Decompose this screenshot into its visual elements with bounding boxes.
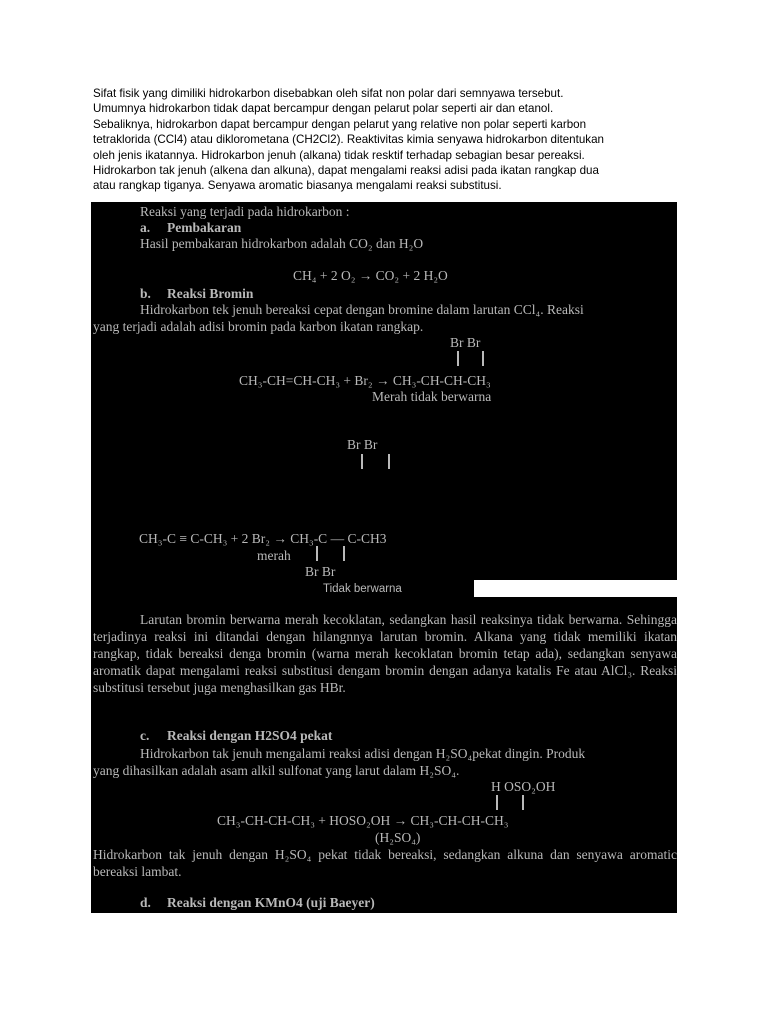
- scanned-block-reactions: [91, 202, 677, 580]
- scanned-block-reactions-continued: [91, 597, 677, 913]
- intro-line: Umumnya hidrokarbon tidak dapat bercampur dengan pelarut polar seperti air dan etanol.: [93, 102, 554, 116]
- alkyne-bromination-equation: CH₃-C ≡ C-CH₃ + 2 Br₂ → CH₃-C — C-CH3: [139, 531, 387, 546]
- section-b-line2: yang terjadi adalah adisi bromin pada karbon ikatan rangkap.: [93, 319, 424, 334]
- bromine-labels: Br Br: [347, 437, 378, 452]
- section-a-title: Pembakaran: [167, 220, 242, 235]
- section-a-letter: a.: [140, 220, 151, 235]
- section-b-letter: b.: [140, 286, 151, 301]
- bond-line: [388, 454, 390, 469]
- section-c-line1: Hidrokarbon tak jenuh mengalami reaksi adisi dengan H₂SO₄pekat dingin. Produk: [140, 746, 586, 761]
- alkyne-color-merah: merah: [257, 548, 291, 563]
- section-b-title: Reaksi Bromin: [167, 286, 254, 301]
- combustion-equation: CH₄ + 2 O₂ → CO₂ + 2 H₂O: [293, 268, 448, 283]
- bond-line: [457, 351, 459, 366]
- bond-line: [343, 546, 345, 561]
- intro-line: Hidrokarbon tak jenuh (alkena dan alkuna), dapat mengalami reaksi adisi pada ikatan rangkap dua: [93, 164, 599, 178]
- bond-line: [496, 795, 498, 810]
- intro-line: Sebaliknya, hidrokarbon dapat bercampur dengan pelarut yang relative non polar seperti karbon: [93, 117, 587, 131]
- alkene-bromination-equation: CH₃-CH=CH-CH₃ + Br₂ → CH₃-CH-CH-CH₃: [239, 373, 491, 388]
- section-a-text: Hasil pembakaran hidrokarbon adalah CO₂ dan H₂O: [140, 236, 424, 251]
- bromine-labels: Br Br: [450, 335, 481, 350]
- alkene-color-caption: Merah tidak berwarna: [372, 389, 492, 404]
- tidak-berwarna-caption: Tidak berwarna: [323, 583, 402, 595]
- bond-line: [361, 454, 363, 469]
- bromin-paragraph: Larutan bromin berwarna merah kecoklatan, sedangkan hasil reaksinya tidak berwarna. Sehingga terjadinya reaksi ini ditandai dengan hilangnnya larutan bromin. Alkana yang tidak memiliki ikatan rangkap, tidak bereaksi denga bromin (warna merah kecoklatan bromin tetap ada), sedangkan senyawa aromatik dapat mengalami reaksi substitusi dengam bromin dengan adanya katalis Fe atau AlCl₃. Reaksi substitusi tersebut juga menghasilkan gas HBr.: [93, 612, 677, 695]
- intro-line: Sifat fisik yang dimiliki hidrokarbon disebabkan oleh sifat non polar dari semnyawa tersebut.: [93, 87, 564, 100]
- section-c-line2: yang dihasilkan adalah asam alkil sulfonat yang larut dalam H₂SO₄.: [93, 763, 460, 778]
- intro-line: atau rangkap tiganya. Senyawa aromatic biasanya mengalami reaksi substitusi.: [93, 179, 502, 193]
- intro-line: oleh jenis ikatannya. Hidrokarbon jenuh (alkana) tidak resktif terhadap sebagian besar pereaksi.: [93, 148, 585, 162]
- section-c-note: Hidrokarbon tak jenuh dengan H₂SO₄ pekat tidak bereaksi, sedangkan alkuna dan senyawa aromatic bereaksi lambat.: [93, 847, 677, 879]
- bond-line: [522, 795, 524, 810]
- section-d-title: Reaksi dengan KMnO4 (uji Baeyer): [167, 895, 375, 910]
- section-b-line1: Hidrokarbon tek jenuh bereaksi cepat dengan bromine dalam larutan CCl₄. Reaksi: [140, 302, 584, 317]
- bromine-labels: Br Br: [305, 564, 336, 579]
- section-d-letter: d.: [140, 895, 151, 910]
- intro-paragraph: [93, 86, 683, 194]
- section-intro: Reaksi yang terjadi pada hidrokarbon :: [140, 204, 350, 219]
- sulfonate-labels: H OSO₂OH: [491, 779, 556, 794]
- sulfuric-acid-equation: CH₃-CH-CH-CH₃ + HOSO₂OH → CH₃-CH-CH-CH₃: [217, 813, 509, 828]
- caption-strip: [91, 580, 474, 597]
- bond-line: [316, 546, 318, 561]
- section-c-letter: c.: [140, 728, 150, 743]
- bond-line: [482, 351, 484, 366]
- section-c-title: Reaksi dengan H2SO4 pekat: [167, 728, 333, 743]
- catalyst-label: (H₂SO₄): [375, 830, 421, 845]
- intro-line: tetraklorida (CCl4) atau diklorometana (CH2Cl2). Reaktivitas kimia senyawa hidrokarbon ditentukan: [93, 133, 604, 147]
